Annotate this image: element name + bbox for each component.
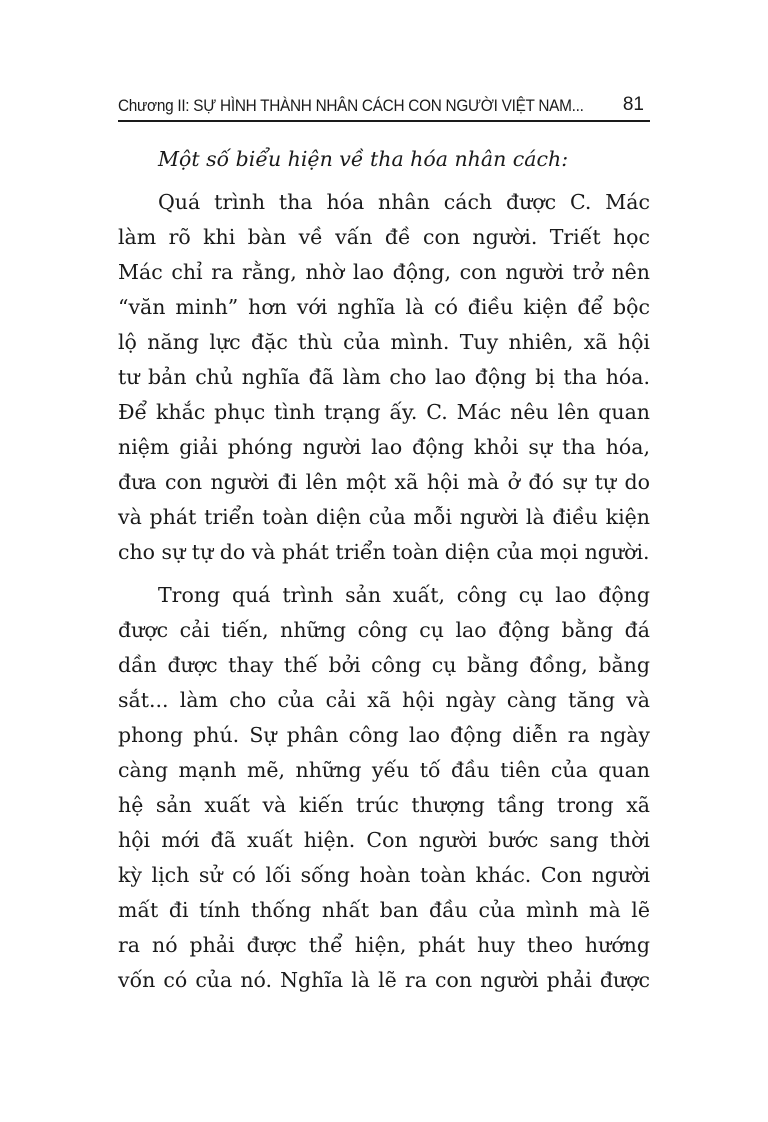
- text-line: và phát triển toàn diện của mỗi người là điều kiện: [118, 505, 650, 529]
- paragraph-2: [118, 578, 650, 998]
- page-body: [118, 142, 650, 998]
- text-line: sắt... làm cho của cải xã hội ngày càng tăng và: [118, 688, 650, 712]
- text-line: phong phú. Sự phân công lao động diễn ra ngày: [118, 723, 650, 747]
- text-line: kỳ lịch sử có lối sống hoàn toàn khác. Con người: [118, 863, 650, 887]
- text-line: vốn có của nó. Nghĩa là lẽ ra con người phải được: [118, 968, 650, 992]
- text-line: Để khắc phục tình trạng ấy. C. Mác nêu lên quan: [118, 400, 650, 424]
- text-line: tư bản chủ nghĩa đã làm cho lao động bị tha hóa.: [118, 365, 650, 389]
- text-line: được cải tiến, những công cụ lao động bằng đá: [118, 618, 650, 642]
- section-subheading: Một số biểu hiện về tha hóa nhân cách:: [158, 147, 569, 171]
- text-line: cho sự tự do và phát triển toàn diện của mọi người.: [118, 540, 650, 564]
- text-line: mất đi tính thống nhất ban đầu của mình mà lẽ: [118, 898, 650, 922]
- text-line: Trong quá trình sản xuất, công cụ lao động: [158, 583, 650, 607]
- text-line: niệm giải phóng người lao động khỏi sự tha hóa,: [118, 435, 650, 459]
- text-line: đưa con người đi lên một xã hội mà ở đó sự tự do: [118, 470, 650, 494]
- text-line: càng mạnh mẽ, những yếu tố đầu tiên của quan: [118, 758, 650, 782]
- text-line: hội mới đã xuất hiện. Con người bước sang thời: [118, 828, 650, 852]
- page-number: 81: [622, 94, 644, 115]
- paragraph-1: [118, 185, 650, 570]
- text-line: làm rõ khi bàn về vấn đề con người. Triết học: [118, 225, 650, 249]
- text-line: lộ năng lực đặc thù của mình. Tuy nhiên, xã hội: [118, 330, 650, 354]
- text-line: ra nó phải được thể hiện, phát huy theo hướng: [118, 933, 650, 957]
- text-line: Quá trình tha hóa nhân cách được C. Mác: [158, 190, 650, 214]
- text-line: hệ sản xuất và kiến trúc thượng tầng trong xã: [118, 793, 650, 817]
- text-line: dần được thay thế bởi công cụ bằng đồng, bằng: [118, 653, 650, 677]
- page-header: [118, 88, 650, 122]
- text-line: “văn minh” hơn với nghĩa là có điều kiện để bộc: [118, 295, 650, 319]
- text-line: Mác chỉ ra rằng, nhờ lao động, con người trở nên: [118, 260, 650, 284]
- running-title: Chương II: SỰ HÌNH THÀNH NHÂN CÁCH CON NGƯỜI VIỆT NAM...: [118, 97, 584, 115]
